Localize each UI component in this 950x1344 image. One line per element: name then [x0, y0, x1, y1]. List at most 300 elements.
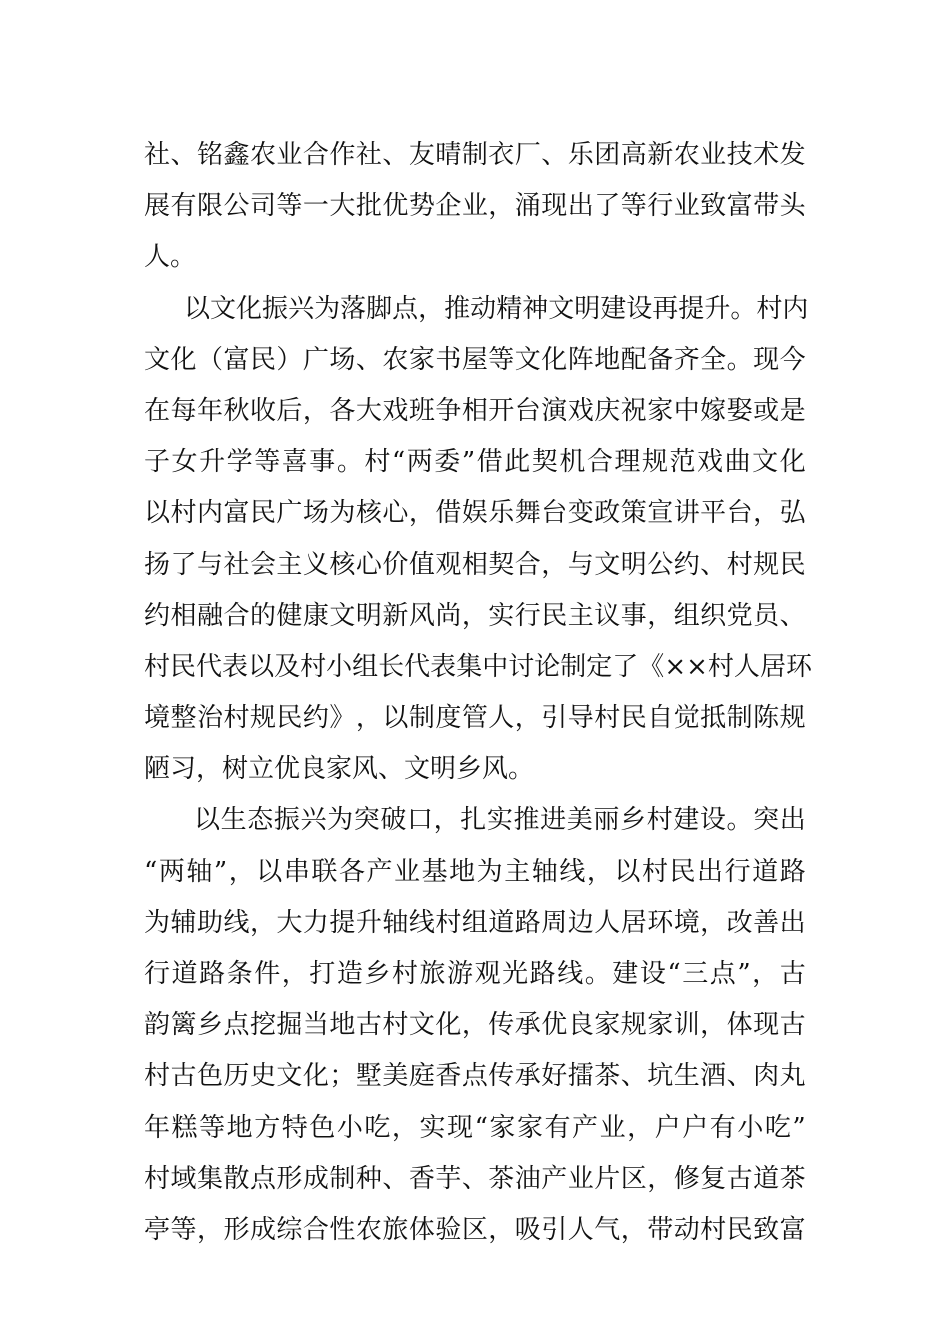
glyph: 娶: [726, 395, 753, 426]
glyph: 村: [391, 959, 418, 989]
glyph: 产: [541, 1163, 568, 1194]
text-line: [144, 591, 806, 642]
glyph: 明: [620, 549, 647, 580]
glyph: 油: [514, 1163, 541, 1194]
glyph: 等: [276, 191, 303, 222]
glyph: ×: [664, 651, 687, 682]
glyph: 收: [249, 395, 276, 426]
text-line: [144, 540, 806, 591]
glyph: 善: [753, 907, 780, 938]
glyph: 实: [488, 600, 515, 631]
glyph: 公: [223, 191, 250, 222]
glyph: 后: [276, 395, 303, 426]
text-line: 人。: [144, 242, 197, 273]
glyph: 村: [364, 447, 391, 478]
glyph: 价: [382, 549, 409, 580]
glyph: 色: [196, 1061, 223, 1092]
glyph: 展: [144, 191, 171, 222]
glyph: ”: [737, 959, 751, 989]
glyph: 台: [541, 498, 568, 529]
glyph: 扬: [144, 549, 171, 580]
glyph: 村: [756, 293, 783, 324]
glyph: 约: [302, 703, 329, 734]
glyph: 建: [673, 805, 700, 836]
glyph: 改: [726, 907, 753, 938]
glyph: 升: [355, 907, 382, 938]
glyph: 广: [302, 344, 329, 375]
glyph: 高: [620, 140, 647, 170]
glyph: 建: [600, 293, 627, 324]
glyph: ×: [686, 651, 708, 682]
glyph: 推: [513, 805, 540, 836]
glyph: 业: [599, 1112, 626, 1143]
glyph: 农: [355, 1214, 382, 1245]
glyph: 合: [223, 600, 250, 631]
glyph: 村: [726, 549, 753, 580]
glyph: 打: [309, 959, 336, 989]
glyph: 行: [724, 856, 751, 887]
glyph: 班: [408, 395, 435, 426]
glyph: 神: [522, 293, 549, 324]
glyph: 年: [144, 1112, 171, 1143]
glyph: 提: [329, 907, 356, 938]
glyph: 明: [355, 600, 382, 631]
glyph: 治: [196, 703, 223, 734]
glyph: 相: [170, 600, 197, 631]
glyph: 司: [249, 191, 276, 222]
glyph: 规: [641, 447, 668, 478]
glyph: 现: [447, 1112, 474, 1143]
glyph: 路: [514, 907, 541, 938]
glyph: 健: [276, 600, 303, 631]
glyph: 合: [302, 1214, 329, 1245]
glyph: 点: [223, 1010, 250, 1041]
glyph: 点: [392, 293, 419, 324]
glyph: 村: [300, 651, 327, 682]
glyph: 觉: [673, 703, 700, 734]
glyph: 祝: [620, 395, 647, 426]
glyph: 民: [249, 498, 276, 529]
text-line: [144, 437, 806, 488]
glyph: 丸: [779, 1061, 806, 1092]
glyph: 、: [726, 1061, 753, 1092]
glyph: 导: [567, 703, 594, 734]
glyph: 学: [226, 447, 253, 478]
glyph: 以: [614, 856, 641, 887]
glyph: ，: [355, 703, 382, 734]
glyph: 道: [171, 959, 198, 989]
glyph: 性: [329, 1214, 356, 1245]
glyph: 气: [594, 1214, 621, 1245]
glyph: 以: [256, 856, 283, 887]
glyph: 文: [594, 549, 621, 580]
glyph: 讲: [673, 498, 700, 529]
glyph: 度: [435, 703, 462, 734]
glyph: 提: [678, 293, 705, 324]
glyph: 古: [726, 1163, 753, 1194]
glyph: 茶: [779, 1163, 806, 1194]
glyph: 实: [486, 805, 513, 836]
glyph: 种: [355, 1163, 382, 1194]
glyph: 致: [753, 1214, 780, 1245]
glyph: 地: [449, 856, 476, 887]
glyph: 丽: [593, 805, 620, 836]
glyph: 现: [753, 1010, 780, 1041]
glyph: 三: [682, 959, 709, 989]
glyph: 表: [222, 651, 249, 682]
glyph: ，: [627, 1112, 654, 1143]
glyph: 边: [567, 907, 594, 938]
glyph: 论: [534, 651, 561, 682]
glyph: 等: [254, 447, 281, 478]
glyph: 风: [408, 600, 435, 631]
glyph: 此: [504, 447, 531, 478]
glyph: 村: [144, 1163, 171, 1194]
glyph: 范: [669, 447, 696, 478]
glyph: 亭: [144, 1214, 171, 1245]
glyph: 好: [541, 1061, 568, 1092]
glyph: 两: [158, 856, 185, 887]
glyph: 作: [329, 140, 356, 170]
glyph: 农: [382, 344, 409, 375]
paragraph-ecology-first-line: [194, 795, 806, 846]
glyph: 环: [647, 907, 674, 938]
glyph: 观: [435, 549, 462, 580]
glyph: 村: [700, 1214, 727, 1245]
glyph: 相: [461, 549, 488, 580]
glyph: 喜: [281, 447, 308, 478]
glyph: 主: [567, 600, 594, 631]
glyph: 村: [223, 703, 250, 734]
glyph: 兴: [288, 293, 315, 324]
glyph: 设: [639, 959, 666, 989]
glyph: 农: [249, 140, 276, 170]
glyph: 政: [594, 498, 621, 529]
glyph: 戏: [697, 447, 724, 478]
glyph: 点: [249, 1163, 276, 1194]
glyph: 联: [311, 856, 338, 887]
glyph: 人: [567, 1214, 594, 1245]
glyph: 复: [700, 1163, 727, 1194]
glyph: 村: [594, 703, 621, 734]
glyph: 。: [584, 959, 611, 989]
glyph: 道: [752, 856, 779, 887]
glyph: 再: [652, 293, 679, 324]
glyph: 一: [302, 191, 329, 222]
glyph: 优: [541, 1010, 568, 1041]
glyph: ，: [488, 1214, 515, 1245]
glyph: ”: [461, 447, 476, 478]
glyph: 制: [726, 703, 753, 734]
glyph: 心: [355, 549, 382, 580]
glyph: 古: [779, 1010, 806, 1041]
glyph: 合: [514, 549, 541, 580]
glyph: 戏: [567, 395, 594, 426]
glyph: 引: [541, 1214, 568, 1245]
glyph: 内: [196, 498, 223, 529]
glyph: 》: [329, 703, 356, 734]
glyph: 每: [170, 395, 197, 426]
glyph: 各: [338, 856, 365, 887]
glyph: 点: [461, 1061, 488, 1092]
glyph: 村: [646, 805, 673, 836]
glyph: 件: [254, 959, 281, 989]
glyph: 传: [488, 1010, 515, 1041]
glyph: “: [474, 1112, 488, 1143]
glyph: 以: [144, 498, 171, 529]
glyph: 中: [482, 651, 509, 682]
glyph: 、: [461, 1163, 488, 1194]
glyph: 以: [382, 703, 409, 734]
text-line: [144, 847, 806, 898]
glyph: 大: [329, 191, 356, 222]
glyph: 引: [541, 703, 568, 734]
glyph: 现: [753, 344, 780, 375]
glyph: 突: [353, 805, 380, 836]
glyph: 修: [673, 1163, 700, 1194]
glyph: 备: [647, 344, 674, 375]
glyph: 势: [408, 191, 435, 222]
glyph: 心: [382, 498, 409, 529]
glyph: 村: [144, 651, 171, 682]
glyph: 轴: [186, 856, 213, 887]
glyph: 全: [700, 344, 727, 375]
glyph: ，: [281, 959, 308, 989]
glyph: 台: [514, 395, 541, 426]
glyph: 村: [144, 1061, 171, 1092]
glyph: 扎: [460, 805, 487, 836]
glyph: 核: [355, 498, 382, 529]
glyph: 尚: [435, 600, 462, 631]
glyph: 糕: [171, 1112, 198, 1143]
glyph: 承: [514, 1010, 541, 1041]
glyph: 助: [196, 907, 223, 938]
glyph: 产: [366, 856, 393, 887]
glyph: 弘: [779, 498, 806, 529]
glyph: 组: [461, 907, 488, 938]
glyph: 团: [594, 140, 621, 170]
glyph: 光: [502, 959, 529, 989]
glyph: 振: [273, 805, 300, 836]
glyph: 出: [697, 856, 724, 887]
glyph: 业: [567, 1163, 594, 1194]
text-line: [144, 949, 806, 1000]
glyph: ，: [391, 1112, 418, 1143]
glyph: ，: [461, 1010, 488, 1041]
glyph: 户: [654, 1112, 681, 1143]
glyph: 嫁: [700, 395, 727, 426]
glyph: 管: [461, 703, 488, 734]
glyph: 家: [594, 1010, 621, 1041]
glyph: 台: [726, 498, 753, 529]
glyph: 有: [544, 1112, 571, 1143]
glyph: 优: [382, 191, 409, 222]
glyph: 散: [223, 1163, 250, 1194]
glyph: ，: [753, 498, 780, 529]
glyph: 香: [408, 1163, 435, 1194]
glyph: 乡: [364, 959, 391, 989]
glyph: 内: [782, 293, 809, 324]
glyph: 形: [276, 1163, 303, 1194]
glyph: 以: [248, 651, 275, 682]
glyph: 策: [620, 498, 647, 529]
glyph: 化: [236, 293, 263, 324]
glyph: 公: [647, 549, 674, 580]
glyph: 地: [226, 1112, 253, 1143]
glyph: 规: [753, 549, 780, 580]
glyph: 吃: [764, 1112, 791, 1143]
glyph: 头: [779, 191, 806, 222]
glyph: 村: [641, 856, 668, 887]
glyph: 制: [408, 703, 435, 734]
glyph: 为: [144, 907, 171, 938]
glyph: 两: [406, 447, 433, 478]
glyph: 人: [594, 907, 621, 938]
glyph: 色: [309, 1112, 336, 1143]
glyph: 轴: [382, 907, 409, 938]
glyph: ，: [647, 600, 674, 631]
glyph: 文: [276, 1061, 303, 1092]
glyph: 家: [408, 344, 435, 375]
glyph: 限: [196, 191, 223, 222]
glyph: 业: [673, 191, 700, 222]
glyph: 业: [461, 191, 488, 222]
text-line: [144, 181, 806, 232]
glyph: 。: [336, 447, 363, 478]
glyph: 会: [249, 549, 276, 580]
glyph: 组: [352, 651, 379, 682]
glyph: 为: [327, 805, 354, 836]
glyph: 境: [673, 907, 700, 938]
glyph: 文: [548, 293, 575, 324]
glyph: 以: [194, 805, 221, 836]
glyph: 游: [447, 959, 474, 989]
glyph: 大: [355, 395, 382, 426]
glyph: 域: [170, 1163, 197, 1194]
glyph: 理: [614, 447, 641, 478]
glyph: 推: [444, 293, 471, 324]
glyph: 居: [620, 907, 647, 938]
glyph: 家: [489, 1112, 516, 1143]
glyph: 古: [355, 1010, 382, 1041]
glyph: 在: [144, 395, 171, 426]
glyph: 民: [541, 600, 568, 631]
glyph: 旅: [382, 1214, 409, 1245]
glyph: 党: [726, 600, 753, 631]
glyph: 验: [435, 1214, 462, 1245]
glyph: 、: [382, 1163, 409, 1194]
glyph: 值: [408, 549, 435, 580]
glyph: 《: [638, 651, 665, 682]
glyph: 争: [435, 395, 462, 426]
text-line: [144, 1051, 806, 1102]
text-line: [144, 130, 806, 181]
glyph: 、: [779, 600, 806, 631]
glyph: 相: [461, 395, 488, 426]
glyph: 庆: [594, 395, 621, 426]
glyph: 家: [647, 395, 674, 426]
glyph: 的: [249, 600, 276, 631]
glyph: 明: [574, 293, 601, 324]
glyph: “: [667, 959, 681, 989]
glyph: 小: [336, 1112, 363, 1143]
glyph: 中: [673, 395, 700, 426]
glyph: 行: [514, 600, 541, 631]
glyph: 升: [704, 293, 731, 324]
glyph: 口: [407, 805, 434, 836]
glyph: 新: [382, 600, 409, 631]
glyph: 及: [274, 651, 301, 682]
glyph: 、: [170, 140, 197, 170]
glyph: 大: [276, 907, 303, 938]
glyph: 掘: [276, 1010, 303, 1041]
glyph: 是: [779, 395, 806, 426]
glyph: 长: [378, 651, 405, 682]
glyph: 织: [700, 600, 727, 631]
glyph: 今: [779, 344, 806, 375]
glyph: 兴: [300, 805, 327, 836]
text-line: [144, 1205, 806, 1256]
glyph: 文: [752, 447, 779, 478]
glyph: 出: [779, 805, 806, 836]
glyph: 区: [461, 1214, 488, 1245]
glyph: 辅: [170, 907, 197, 938]
text-line: 陋习，树立优良家风、文明乡风。: [144, 754, 535, 785]
glyph: 建: [612, 959, 639, 989]
glyph: 广: [276, 498, 303, 529]
glyph: 精: [496, 293, 523, 324]
glyph: 境: [144, 703, 171, 734]
glyph: 合: [586, 447, 613, 478]
glyph: 训: [673, 1010, 700, 1041]
glyph: 古: [170, 1061, 197, 1092]
glyph: 了: [594, 191, 621, 222]
glyph: 区: [620, 1163, 647, 1194]
glyph: 、: [355, 344, 382, 375]
glyph: 文: [210, 293, 237, 324]
glyph: 富: [779, 1214, 806, 1245]
glyph: ，: [586, 856, 613, 887]
glyph: ，: [418, 293, 445, 324]
glyph: 融: [196, 600, 223, 631]
glyph: 主: [504, 856, 531, 887]
glyph: 家: [516, 1112, 543, 1143]
glyph: 美: [566, 805, 593, 836]
glyph: 行: [647, 191, 674, 222]
glyph: 乡: [620, 805, 647, 836]
glyph: ，: [461, 600, 488, 631]
glyph: 集: [456, 651, 483, 682]
glyph: 铭: [196, 140, 223, 170]
glyph: 茶: [488, 1163, 515, 1194]
glyph: 子: [144, 447, 171, 478]
glyph: 香: [435, 1061, 462, 1092]
glyph: 产: [572, 1112, 599, 1143]
glyph: 肉: [753, 1061, 780, 1092]
document-body: [144, 130, 812, 1256]
glyph: 村: [170, 498, 197, 529]
glyph: 宣: [647, 498, 674, 529]
glyph: 、: [541, 140, 568, 170]
glyph: 地: [594, 344, 621, 375]
glyph: 美: [382, 1061, 409, 1092]
glyph: 契: [488, 549, 515, 580]
glyph: 成: [249, 1214, 276, 1245]
glyph: 串: [283, 856, 310, 887]
glyph: 民: [620, 703, 647, 734]
glyph: 擂: [567, 1061, 594, 1092]
glyph: 家: [647, 1010, 674, 1041]
